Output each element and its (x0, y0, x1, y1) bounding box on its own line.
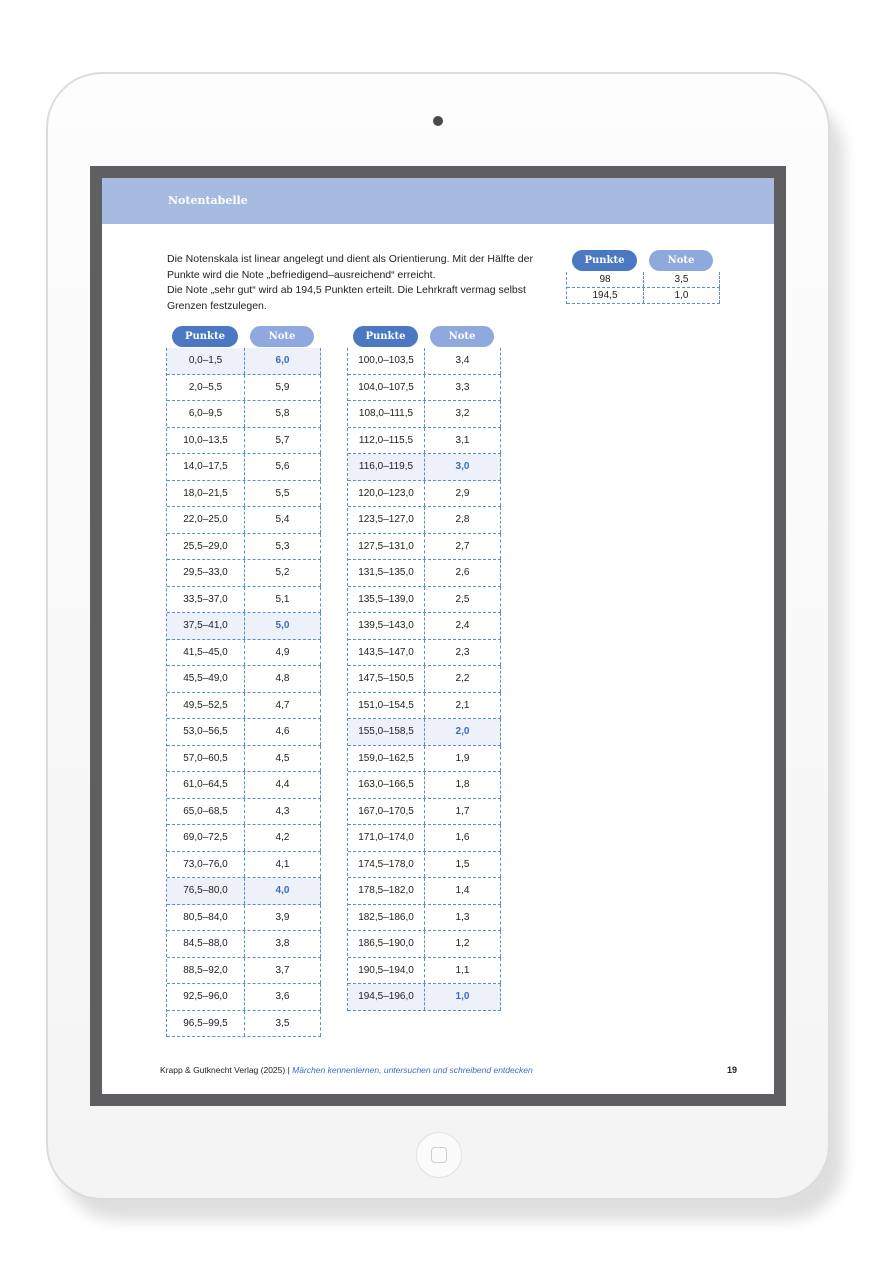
cell-punkte: 190,5–194,0 (348, 958, 425, 984)
table-row (167, 481, 321, 508)
page-number: 19 (727, 1065, 738, 1075)
table-row (348, 560, 501, 587)
table-row (567, 272, 720, 288)
cell-punkte: 69,0–72,5 (167, 825, 245, 851)
cell-punkte: 37,5–41,0 (167, 613, 245, 639)
table-row (348, 772, 501, 799)
table-row (167, 428, 321, 455)
cell-note: 5,0 (245, 613, 321, 639)
cell-note: 2,1 (425, 693, 501, 719)
intro-paragraph-1: Die Notenskala ist linear angelegt und dient als Orientierung. Mit der Hälfte der Punkte wird die Note „befriedigend–ausreichend“ erreicht. (167, 253, 533, 281)
cell-note: 2,4 (425, 613, 501, 639)
cell-note: 2,9 (425, 481, 501, 507)
cell-note: 2,6 (425, 560, 501, 586)
cell-punkte: 123,5–127,0 (348, 507, 425, 533)
table-row (348, 905, 501, 932)
table-body (166, 348, 321, 1037)
cell-note: 3,3 (425, 375, 501, 401)
table-row (348, 375, 501, 402)
cell-note: 1,1 (425, 958, 501, 984)
table-row (167, 666, 321, 693)
cell-note: 1,2 (425, 931, 501, 957)
table-row (167, 746, 321, 773)
table-row (348, 931, 501, 958)
table-row (167, 931, 321, 958)
cell-punkte: 135,5–139,0 (348, 587, 425, 613)
table-row (167, 534, 321, 561)
cell-note: 1,3 (425, 905, 501, 931)
cell-punkte: 104,0–107,5 (348, 375, 425, 401)
table-row (167, 852, 321, 879)
table-row (167, 719, 321, 746)
cell-punkte: 174,5–178,0 (348, 852, 425, 878)
cell-punkte: 14,0–17,5 (167, 454, 245, 480)
table-row (348, 534, 501, 561)
cell-note: 1,9 (425, 746, 501, 772)
cell-punkte: 159,0–162,5 (348, 746, 425, 772)
header-punkte: Punkte (572, 250, 637, 271)
cell-punkte: 0,0–1,5 (167, 348, 245, 374)
cell-note: 5,3 (245, 534, 321, 560)
cell-punkte: 53,0–56,5 (167, 719, 245, 745)
cell-note: 2,0 (425, 719, 501, 745)
table-row (167, 587, 321, 614)
cell-punkte: 131,5–135,0 (348, 560, 425, 586)
cell-note: 3,7 (245, 958, 321, 984)
cell-note: 5,7 (245, 428, 321, 454)
cell-note: 5,4 (245, 507, 321, 533)
table-row (348, 666, 501, 693)
cell-note: 5,5 (245, 481, 321, 507)
table-row (348, 401, 501, 428)
table-row (167, 454, 321, 481)
document-page (102, 178, 774, 1094)
cell-punkte: 33,5–37,0 (167, 587, 245, 613)
title-bar (102, 178, 774, 224)
cell-punkte: 112,0–115,5 (348, 428, 425, 454)
header-note: Note (430, 326, 494, 347)
cell-note: 4,8 (245, 666, 321, 692)
table-row (167, 905, 321, 932)
cell-note: 2,3 (425, 640, 501, 666)
table-row (348, 799, 501, 826)
table-row-highlighted (348, 719, 501, 746)
table-row (348, 587, 501, 614)
table-row (167, 507, 321, 534)
home-button[interactable] (416, 1132, 462, 1178)
cell-note: 3,1 (425, 428, 501, 454)
table-row (167, 560, 321, 587)
cell-punkte: 92,5–96,0 (167, 984, 245, 1010)
cell-punkte: 194,5–196,0 (348, 984, 425, 1010)
cell-punkte: 147,5–150,5 (348, 666, 425, 692)
cell-punkte: 25,5–29,0 (167, 534, 245, 560)
table-row (348, 348, 501, 375)
cell-note: 3,0 (425, 454, 501, 480)
cell-punkte: 6,0–9,5 (167, 401, 245, 427)
cell-punkte: 151,0–154,5 (348, 693, 425, 719)
table-row-highlighted (167, 348, 321, 375)
cell-punkte: 100,0–103,5 (348, 348, 425, 374)
cell-punkte: 98 (567, 272, 644, 287)
header-note: Note (250, 326, 314, 347)
table-row (167, 772, 321, 799)
cell-punkte: 116,0–119,5 (348, 454, 425, 480)
table-row (167, 640, 321, 667)
cell-note: 4,5 (245, 746, 321, 772)
footer-publisher: Krapp & Gutknecht Verlag (2025) | (160, 1065, 290, 1075)
cell-punkte: 88,5–92,0 (167, 958, 245, 984)
cell-note: 4,7 (245, 693, 321, 719)
intro-text (167, 252, 547, 314)
cell-punkte: 163,0–166,5 (348, 772, 425, 798)
table-row (167, 984, 321, 1011)
cell-note: 1,0 (425, 984, 501, 1010)
table-row (348, 507, 501, 534)
table-row (348, 852, 501, 879)
cell-note: 4,6 (245, 719, 321, 745)
header-punkte: Punkte (353, 326, 418, 347)
home-square-icon (431, 1147, 447, 1163)
cell-punkte: 96,5–99,5 (167, 1011, 245, 1037)
cell-punkte: 127,5–131,0 (348, 534, 425, 560)
cell-note: 2,2 (425, 666, 501, 692)
table-row (348, 878, 501, 905)
cell-note: 5,2 (245, 560, 321, 586)
cell-punkte: 182,5–186,0 (348, 905, 425, 931)
table-row (167, 1011, 321, 1038)
cell-punkte: 10,0–13,5 (167, 428, 245, 454)
cell-note: 2,7 (425, 534, 501, 560)
cell-punkte: 41,5–45,0 (167, 640, 245, 666)
cell-punkte: 29,5–33,0 (167, 560, 245, 586)
cell-punkte: 65,0–68,5 (167, 799, 245, 825)
header-note: Note (649, 250, 713, 271)
cell-note: 6,0 (245, 348, 321, 374)
cell-note: 3,5 (245, 1011, 321, 1037)
table-row (167, 799, 321, 826)
cell-note: 4,2 (245, 825, 321, 851)
table-row (167, 693, 321, 720)
cell-note: 3,4 (425, 348, 501, 374)
table-row (348, 481, 501, 508)
table-row-highlighted (167, 878, 321, 905)
cell-note: 1,4 (425, 878, 501, 904)
cell-punkte: 171,0–174,0 (348, 825, 425, 851)
cell-punkte: 49,5–52,5 (167, 693, 245, 719)
cell-punkte: 18,0–21,5 (167, 481, 245, 507)
cell-punkte: 57,0–60,5 (167, 746, 245, 772)
cell-note: 5,8 (245, 401, 321, 427)
page-title: Notentabelle (168, 194, 248, 207)
intro-paragraph-2: Die Note „sehr gut“ wird ab 194,5 Punkten erteilt. Die Lehrkraft vermag selbst Grenzen festzulegen. (167, 284, 526, 312)
table-body (566, 272, 720, 304)
cell-note: 4,1 (245, 852, 321, 878)
table-row-highlighted (348, 454, 501, 481)
cell-punkte: 45,5–49,0 (167, 666, 245, 692)
table-row (348, 825, 501, 852)
cell-punkte: 194,5 (567, 288, 644, 303)
cell-punkte: 22,0–25,0 (167, 507, 245, 533)
table-row (167, 401, 321, 428)
cell-punkte: 155,0–158,5 (348, 719, 425, 745)
table-row (348, 640, 501, 667)
cell-punkte: 178,5–182,0 (348, 878, 425, 904)
cell-note: 4,3 (245, 799, 321, 825)
cell-punkte: 167,0–170,5 (348, 799, 425, 825)
table-row (348, 428, 501, 455)
cell-note: 1,0 (644, 288, 720, 303)
footer-book-title: Märchen kennenlernen, untersuchen und schreibend entdecken (292, 1065, 533, 1075)
cell-punkte: 186,5–190,0 (348, 931, 425, 957)
cell-note: 4,4 (245, 772, 321, 798)
cell-note: 5,9 (245, 375, 321, 401)
table-row (348, 958, 501, 985)
cell-note: 3,2 (425, 401, 501, 427)
cell-punkte: 120,0–123,0 (348, 481, 425, 507)
cell-punkte: 73,0–76,0 (167, 852, 245, 878)
cell-punkte: 108,0–111,5 (348, 401, 425, 427)
cell-note: 2,8 (425, 507, 501, 533)
table-row (348, 746, 501, 773)
table-row (348, 613, 501, 640)
table-row (567, 288, 720, 304)
cell-punkte: 80,5–84,0 (167, 905, 245, 931)
cell-note: 3,9 (245, 905, 321, 931)
cell-note: 1,5 (425, 852, 501, 878)
cell-note: 3,5 (644, 272, 720, 287)
cell-note: 3,6 (245, 984, 321, 1010)
cell-note: 3,8 (245, 931, 321, 957)
table-row (167, 375, 321, 402)
cell-punkte: 143,5–147,0 (348, 640, 425, 666)
table-row-highlighted (167, 613, 321, 640)
table-row (167, 958, 321, 985)
cell-punkte: 61,0–64,5 (167, 772, 245, 798)
table-row (167, 825, 321, 852)
camera-icon (433, 116, 443, 126)
cell-punkte: 2,0–5,5 (167, 375, 245, 401)
cell-note: 2,5 (425, 587, 501, 613)
cell-note: 5,1 (245, 587, 321, 613)
cell-punkte: 84,5–88,0 (167, 931, 245, 957)
cell-note: 4,0 (245, 878, 321, 904)
table-row-highlighted (348, 984, 501, 1011)
cell-punkte: 76,5–80,0 (167, 878, 245, 904)
cell-note: 5,6 (245, 454, 321, 480)
cell-note: 4,9 (245, 640, 321, 666)
cell-note: 1,7 (425, 799, 501, 825)
table-row (348, 693, 501, 720)
cell-note: 1,6 (425, 825, 501, 851)
table-body (347, 348, 501, 1011)
cell-note: 1,8 (425, 772, 501, 798)
cell-punkte: 139,5–143,0 (348, 613, 425, 639)
header-punkte: Punkte (172, 326, 238, 347)
footer (160, 1065, 533, 1075)
